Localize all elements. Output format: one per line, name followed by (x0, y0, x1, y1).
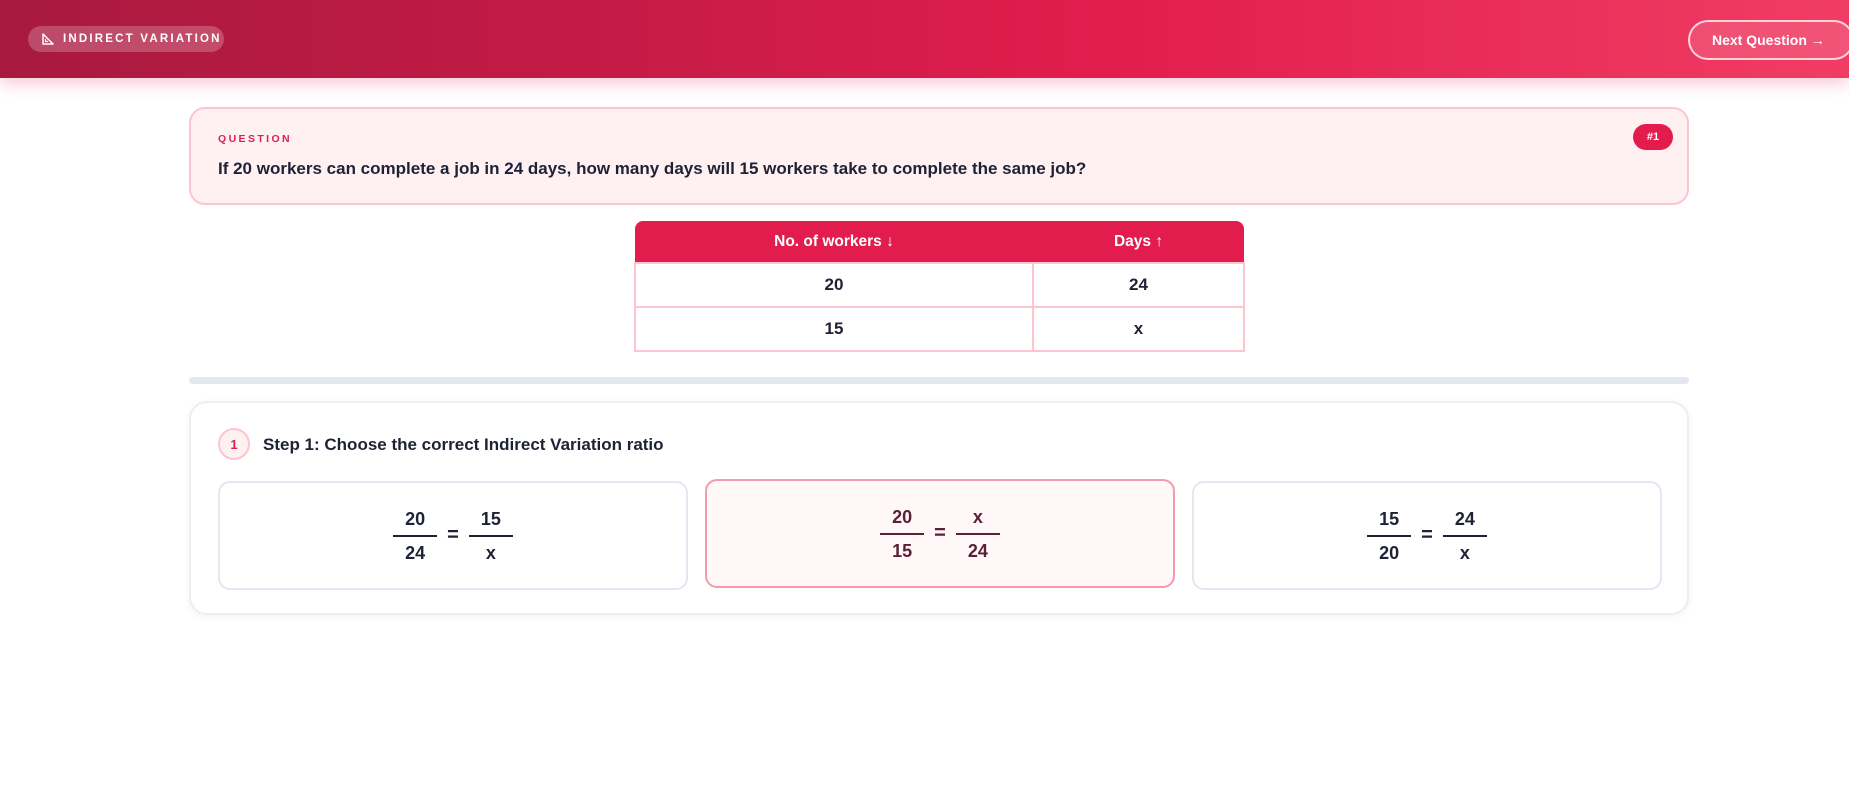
section-divider (189, 377, 1689, 384)
right-fraction (1443, 508, 1487, 564)
left-fraction (393, 508, 437, 564)
cell-workers: 15 (635, 307, 1033, 351)
fraction-bar (1367, 535, 1411, 537)
fraction-bar (393, 535, 437, 537)
header-workers: No. of workers ↓ (635, 221, 1033, 263)
variation-table (634, 221, 1245, 352)
ratio-option-3[interactable] (1192, 481, 1662, 590)
numerator: 15 (480, 508, 501, 529)
table-row (635, 307, 1244, 351)
ratio-option-2[interactable] (705, 479, 1175, 588)
fraction-bar (956, 533, 1000, 535)
numerator: x (972, 506, 983, 527)
table-header-row (635, 221, 1244, 263)
table-row (635, 263, 1244, 307)
denominator: x (485, 542, 496, 563)
denominator: 24 (967, 540, 988, 561)
denominator: x (1459, 542, 1470, 563)
right-fraction (469, 508, 513, 564)
left-fraction (880, 506, 924, 562)
equals-sign: = (1421, 524, 1433, 546)
top-header-bar (0, 0, 1849, 78)
topic-tag-label: INDIRECT VARIATION (63, 33, 222, 45)
denominator: 24 (405, 542, 426, 563)
ratio-option-1[interactable] (218, 481, 688, 590)
cell-days: x (1033, 307, 1244, 351)
denominator: 15 (892, 540, 913, 561)
cell-days: 24 (1033, 263, 1244, 307)
denominator: 20 (1379, 542, 1400, 563)
step-card (189, 401, 1689, 615)
topic-tag (28, 26, 224, 52)
question-card (189, 107, 1689, 205)
triangle-ruler-icon (42, 33, 54, 45)
numerator: 20 (892, 506, 913, 527)
left-fraction (1367, 508, 1411, 564)
numerator: 20 (405, 508, 426, 529)
fraction-bar (880, 533, 924, 535)
question-number-badge: #1 (1633, 124, 1673, 150)
numerator: 15 (1379, 508, 1400, 529)
step-title: Step 1: Choose the correct Indirect Variation ratio (263, 435, 664, 454)
right-fraction (956, 506, 1000, 562)
step-number-badge: 1 (218, 428, 250, 460)
cell-workers: 20 (635, 263, 1033, 307)
numerator: 24 (1454, 508, 1475, 529)
question-label: QUESTION (218, 133, 293, 145)
equals-sign: = (934, 522, 946, 544)
next-question-button[interactable]: Next Question → (1688, 20, 1849, 60)
equals-sign: = (447, 524, 459, 546)
header-days: Days ↑ (1033, 221, 1244, 263)
fraction-bar (1443, 535, 1487, 537)
fraction-bar (469, 535, 513, 537)
question-text: If 20 workers can complete a job in 24 days, how many days will 15 workers take to complete the same job? (218, 159, 1087, 178)
